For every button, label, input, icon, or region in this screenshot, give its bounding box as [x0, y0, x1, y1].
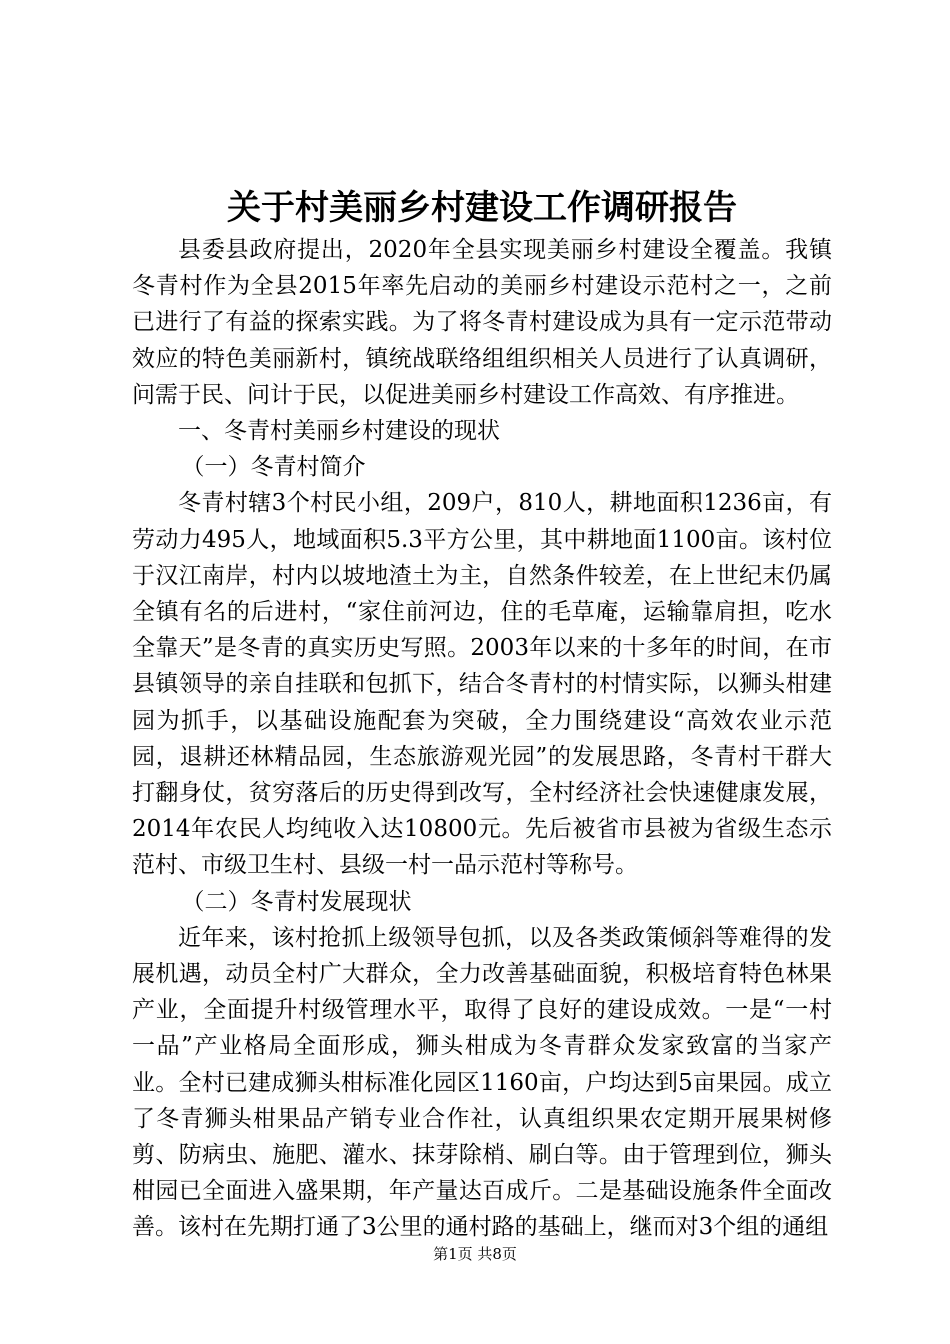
- subsection-heading-1: （一）冬青村简介: [181, 454, 366, 481]
- paragraph-development-status: 近年来，该村抢抓上级领导包抓，以及各类政策倾斜等难得的发展机遇，动员全村广大群众，全力改善基础面貌，积极培育特色林果产业，全面提升村级管理水平，取得了良好的建设成效。一是“一村一品”产业格局全面形成，狮头柑成为冬青群众发家致富的当家产业。全村已建成狮头柑标准化园区1160亩，户均达到5亩果园。成立了冬青狮头柑果品产销专业合作社，认真组织果农定期开展果树修剪、防病虫、施肥、灌水、抹芽除梢、刷白等。由于管理到位，狮头柑园已全面进入盛果期，年产量达百成斤。二是基础设施条件全面改善。该村在先期打通了3公里的通村路的基础上，继而对3个组的通组: [132, 924, 832, 1241]
- paragraph-intro: 县委县政府提出，2020年全县实现美丽乡村建设全覆盖。我镇冬青村作为全县2015年率先启动的美丽乡村建设示范村之一，之前已进行了有益的探索实践。为了将冬青村建设成为具有一定示范带动效应的特色美丽新村，镇统战联络组组织相关人员进行了认真调研，问需于民、问计于民，以促进美丽乡村建设工作高效、有序推进。: [132, 237, 832, 408]
- section-heading: 一、冬青村美丽乡村建设的现状: [178, 418, 500, 445]
- document-title: 关于村美丽乡村建设工作调研报告: [227, 188, 737, 228]
- paragraph-village-profile: 冬青村辖3个村民小组，209户，810人，耕地面积1236亩，有劳动力495人，地域面积5.3平方公里，其中耕地面1100亩。该村位于汉江南岸，村内以坡地渣土为主，自然条件较差，在上世纪末仍属全镇有名的后进村，“家住前河边，住的毛草庵，运输靠肩担，吃水全靠天”是冬青的真实历史写照。2003年以来的十多年的时间，在市县镇领导的亲自挂联和包抓下，结合冬青村的村情实际，以狮头柑建园为抓手，以基础设施配套为突破，全力围绕建设“高效农业示范园，退耕还林精品园，生态旅游观光园”的发展思路，冬青村干群大打翻身仗，贫穷落后的历史得到改写，全村经济社会快速健康发展，2014年农民人均纯收入达10800元。先后被省市县被为省级生态示范村、市级卫生村、县级一村一品示范村等称号。: [132, 490, 832, 879]
- document-body: [132, 232, 832, 1246]
- subsection-heading-2: （二）冬青村发展现状: [181, 888, 412, 915]
- page-footer: 第1页 共8页: [433, 1245, 517, 1263]
